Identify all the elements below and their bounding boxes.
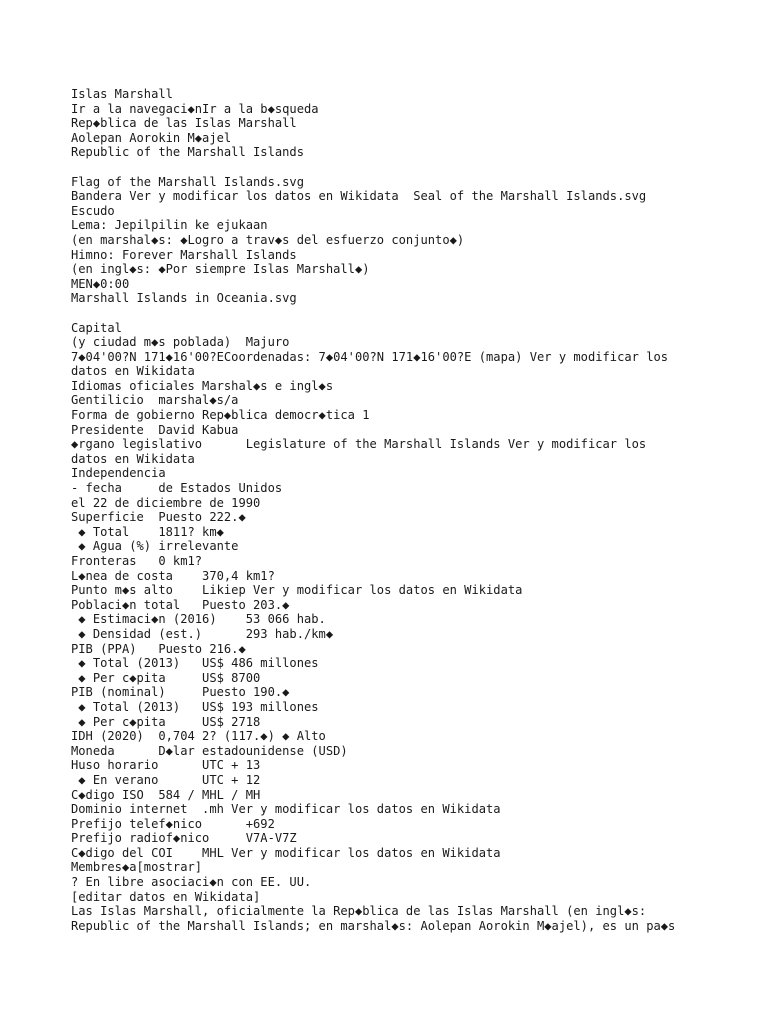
document-text bbox=[71, 87, 731, 933]
text-line: C◆digo ISO 584 / MHL / MH bbox=[71, 787, 261, 802]
text-line: datos en Wikidata bbox=[71, 364, 195, 379]
text-line: Aolepan Aorokin M◆ajel bbox=[71, 130, 232, 145]
text-line: (y ciudad m◆s poblada) Majuro bbox=[71, 335, 290, 350]
text-line: 7◆04'00?N 171◆16'00?ECoordenadas: 7◆04'00?N 171◆16'00?E (mapa) Ver y modificar los bbox=[71, 349, 669, 364]
text-line: Bandera Ver y modificar los datos en Wikidata Seal of the Marshall Islands.svg bbox=[71, 189, 647, 204]
text-line: (en ingl◆s: ◆Por siempre Islas Marshall◆) bbox=[71, 262, 370, 277]
text-line: Republic of the Marshall Islands bbox=[71, 145, 304, 160]
text-line: ? En libre asociaci◆n con EE. UU. bbox=[71, 875, 312, 890]
text-line: Gentilicio marshal◆s/a bbox=[71, 393, 239, 408]
text-line: Fronteras 0 km1? bbox=[71, 554, 203, 568]
text-line: Capital bbox=[71, 320, 122, 335]
text-line: Flag of the Marshall Islands.svg bbox=[71, 174, 304, 189]
blank-line bbox=[71, 160, 731, 175]
text-line: ◆ Total 1811? km◆ bbox=[71, 524, 224, 539]
text-line: Prefijo radiof◆nico V7A-V7Z bbox=[71, 831, 297, 846]
text-line: (en marshal◆s: ◆Logro a trav◆s del esfuerzo conjunto◆) bbox=[71, 232, 465, 247]
text-line: Idiomas oficiales Marshal◆s e ingl◆s bbox=[71, 378, 334, 393]
text-line: ◆ Total (2013) US$ 486 millones bbox=[71, 656, 319, 671]
text-line: Escudo bbox=[71, 203, 115, 218]
text-line: Ir a la navegaci◆nIr a la b◆squeda bbox=[71, 101, 319, 116]
text-line: Republic of the Marshall Islands; en marshal◆s: Aolepan Aorokin M◆ajel), es un pa◆s bbox=[71, 918, 676, 933]
text-line: ◆ Per c◆pita US$ 8700 bbox=[71, 670, 261, 685]
text-line: Islas Marshall bbox=[71, 87, 173, 101]
text-line: [editar datos en Wikidata] bbox=[71, 889, 261, 904]
blank-line bbox=[71, 306, 731, 321]
text-line: Lema: Jepilpilin ke ejukaan bbox=[71, 218, 268, 233]
text-line: Presidente David Kabua bbox=[71, 422, 239, 437]
text-line: Forma de gobierno Rep◆blica democr◆tica 1 bbox=[71, 408, 370, 423]
text-line: el 22 de diciembre de 1990 bbox=[71, 495, 261, 510]
text-line: L◆nea de costa 370,4 km1? bbox=[71, 568, 275, 583]
text-line: ◆ Estimaci◆n (2016) 53 066 hab. bbox=[71, 612, 326, 627]
text-line: Dominio internet .mh Ver y modificar los datos en Wikidata bbox=[71, 802, 501, 817]
text-line: ◆ En verano UTC + 12 bbox=[71, 772, 261, 787]
text-line: Punto m◆s alto Likiep Ver y modificar los datos en Wikidata bbox=[71, 583, 523, 598]
text-line: Himno: Forever Marshall Islands bbox=[71, 247, 297, 262]
text-line: Independencia bbox=[71, 466, 166, 481]
text-line: Superficie Puesto 222.◆ bbox=[71, 510, 246, 525]
text-line: PIB (PPA) Puesto 216.◆ bbox=[71, 641, 246, 656]
text-line: ◆ Agua (%) irrelevante bbox=[71, 539, 239, 554]
text-line: MEN◆0:00 bbox=[71, 276, 130, 291]
text-line: ◆ Total (2013) US$ 193 millones bbox=[71, 699, 319, 714]
text-line: Moneda D◆lar estadounidense (USD) bbox=[71, 743, 348, 758]
text-line: IDH (2020) 0,704 2? (117.◆) ◆ Alto bbox=[71, 729, 326, 744]
text-line: Prefijo telef◆nico +692 bbox=[71, 816, 275, 831]
text-line: C◆digo del COI MHL Ver y modificar los datos en Wikidata bbox=[71, 845, 501, 860]
text-line: ◆ Densidad (est.) 293 hab./km◆ bbox=[71, 626, 334, 641]
text-line: ◆rgano legislativo Legislature of the Marshall Islands Ver y modificar los bbox=[71, 437, 647, 452]
text-line: Las Islas Marshall, oficialmente la Rep◆blica de las Islas Marshall (en ingl◆s: bbox=[71, 904, 647, 919]
text-line: Membres◆a[mostrar] bbox=[71, 860, 203, 875]
text-line: Marshall Islands in Oceania.svg bbox=[71, 291, 297, 306]
text-line: PIB (nominal) Puesto 190.◆ bbox=[71, 685, 290, 700]
text-line: Poblaci◆n total Puesto 203.◆ bbox=[71, 597, 290, 612]
text-line: Huso horario UTC + 13 bbox=[71, 758, 261, 773]
text-line: - fecha de Estados Unidos bbox=[71, 481, 283, 496]
text-line: ◆ Per c◆pita US$ 2718 bbox=[71, 714, 261, 729]
text-line: datos en Wikidata bbox=[71, 451, 195, 466]
text-line: Rep◆blica de las Islas Marshall bbox=[71, 116, 297, 131]
